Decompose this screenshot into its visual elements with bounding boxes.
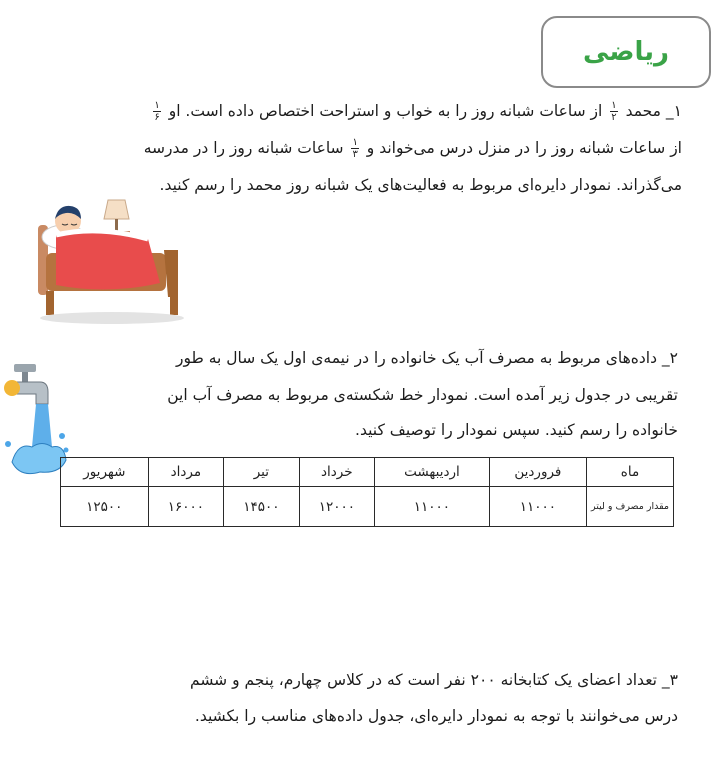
table-value-cell: ۱۴۵۰۰ [224,487,299,527]
table-value-cell: ۱۲۰۰۰ [299,487,374,527]
table-row-label-month: ماه [587,458,674,487]
page-title: ریاضی [583,37,669,67]
title-box [541,16,711,88]
q1-text-study: از ساعات شبانه روز را در منزل درس می‌خواند و [366,139,682,157]
fraction-one-half: $\frac{۱}{۲}$ [611,100,617,123]
q2-line-2: تقریبی در جدول زیر آمده است. نمودار خط شکسته‌ی مربوط به مصرف آب این [167,386,678,404]
table-value-cell: ۱۲۵۰۰ [61,487,149,527]
q1-text-sleep: از ساعات شبانه روز را به خواب و استراحت اختصاص داده است. او [168,102,603,120]
q2-line-3: خانواده را رسم کنید. سپس نمودار را توصیف کنید. [355,421,678,439]
q3-line-1: ۳_ تعداد اعضای یک کتابخانه ۲۰۰ نفر است که در کلاس چهارم، پنجم و ششم [190,671,678,689]
q1-line-3: می‌گذراند. نمودار دایره‌ای مربوط به فعالیت‌های یک شبانه روز محمد را رسم کنید. [159,176,682,194]
table-value-cell: ۱۱۰۰۰ [489,487,586,527]
tap-handle-icon [14,364,36,372]
table-month-cell: فروردین [489,458,586,487]
q1-text-school: ساعات شبانه روز را در مدرسه [143,139,344,157]
water-usage-table [60,457,674,527]
table-header-row [61,458,674,487]
q1-text-start: ۱_ محمد [625,102,682,120]
fraction-one-third: $\frac{۱}{۳}$ [352,137,358,160]
q3-line-2: درس می‌خوانند با توجه به نمودار دایره‌ای، جدول داده‌های مناسب را بکشید. [194,707,678,725]
q2-line-1: ۲_ داده‌های مربوط به مصرف آب یک خانواده را در نیمه‌ی اول یک سال به طور [175,349,678,367]
table-row-label-usage: مقدار مصرف و لیتر [587,487,674,527]
table-month-cell: مرداد [148,458,223,487]
lamp-icon [104,200,129,219]
table-value-cell: ۱۱۰۰۰ [375,487,490,527]
sleeping-boy-bed-illustration [28,195,193,330]
table-month-cell: اردیبهشت [375,458,490,487]
q1-line-2 [144,131,682,166]
q1-line-1 [150,94,682,129]
table-month-cell: شهریور [61,458,149,487]
table-month-cell: خرداد [299,458,374,487]
fraction-one-sixth: $\frac{۱}{۶}$ [154,100,160,123]
table-value-cell: ۱۶۰۰۰ [148,487,223,527]
table-value-row [61,487,674,527]
table-month-cell: تیر [224,458,299,487]
water-stream-icon [32,404,52,447]
